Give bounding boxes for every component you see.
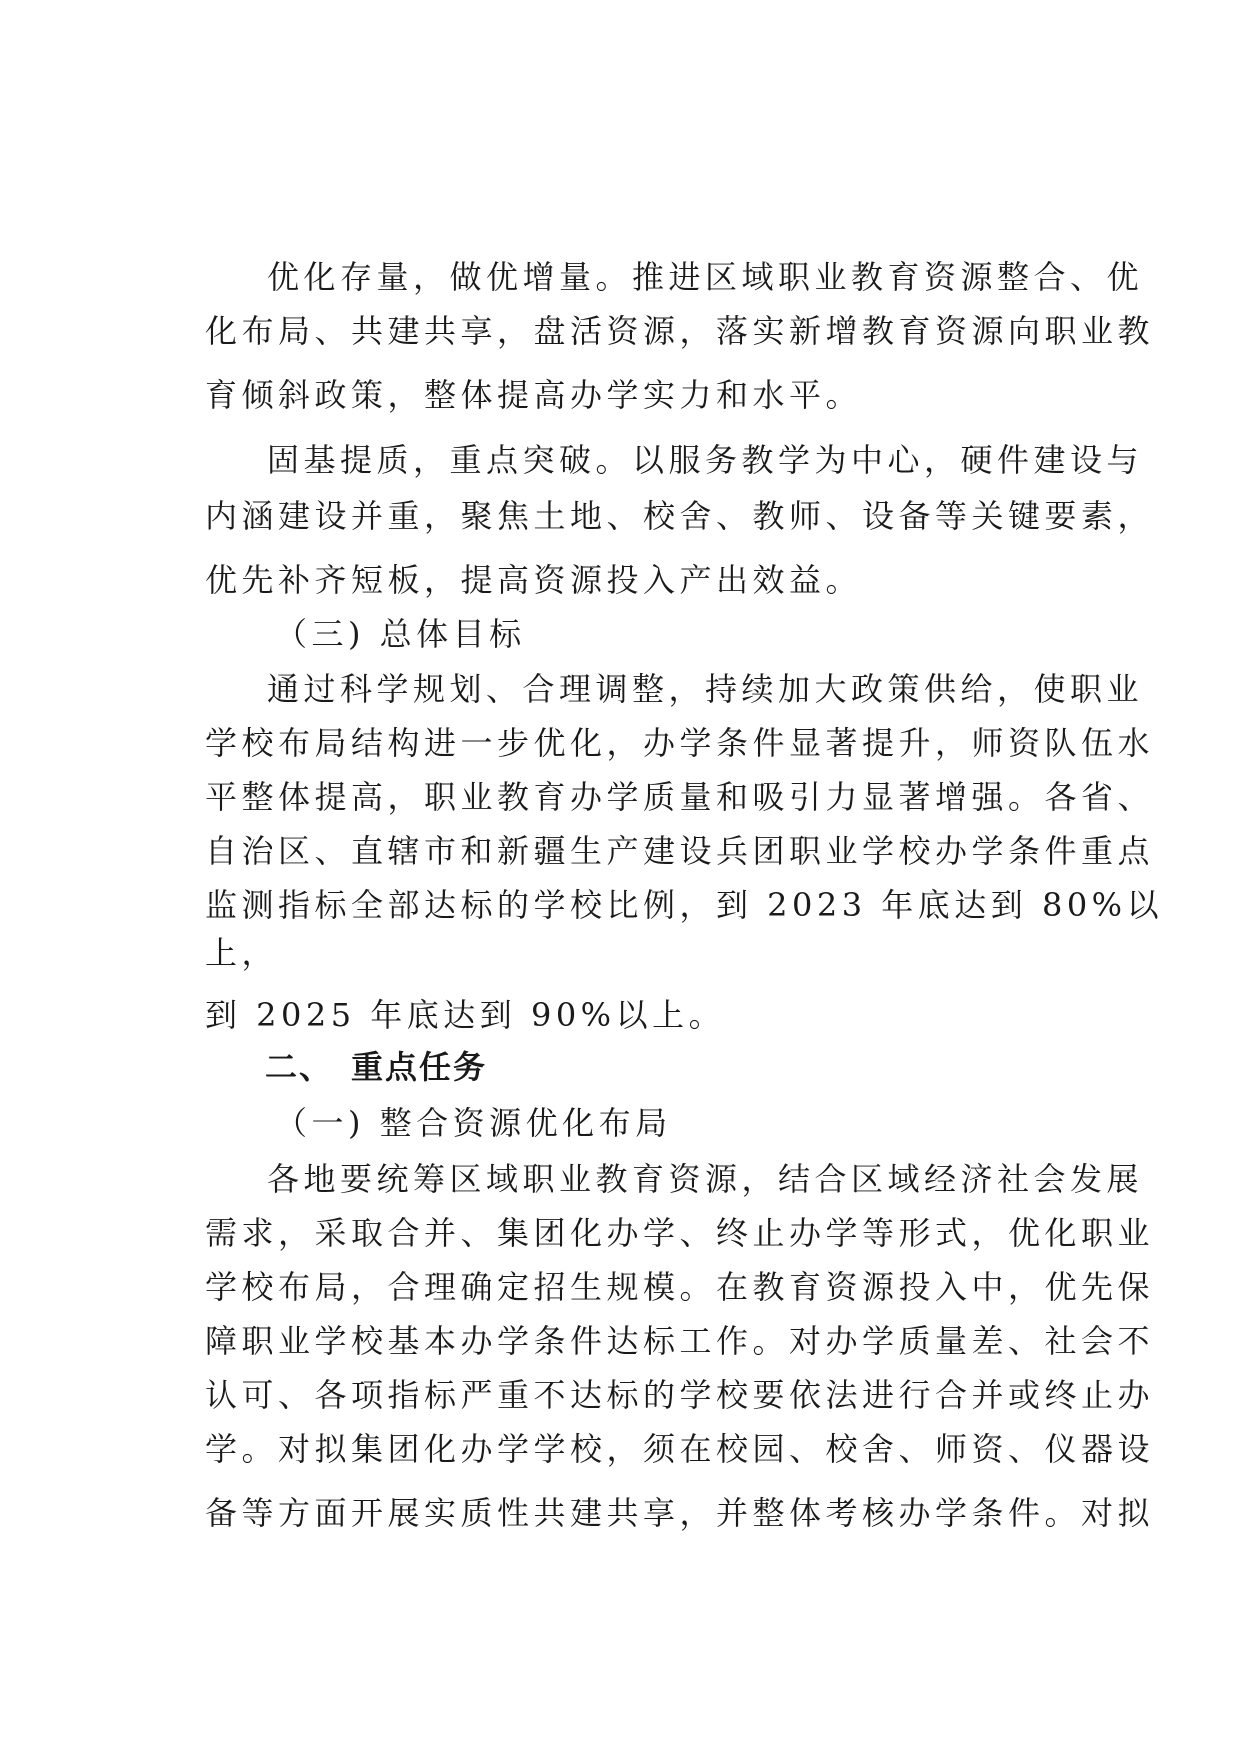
paragraph-line: 到 2025 年底达到 90%以上。: [205, 996, 726, 1034]
paragraph-line: 内涵建设并重，聚焦土地、校舍、教师、设备等关键要素，: [205, 497, 1155, 535]
paragraph-line: 固基提质，重点突破。以服务教学为中心，硬件建设与: [267, 441, 1144, 479]
paragraph-line: 备等方面开展实质性共建共享，并整体考核办学条件。对拟: [205, 1494, 1155, 1532]
paragraph-line: 优化存量，做优增量。推进区域职业教育资源整合、优: [267, 258, 1144, 296]
paragraph-line: 育倾斜政策，整体提高办学实力和水平。: [205, 376, 863, 414]
paragraph-line: 学校布局结构进一步优化，办学条件显著提升，师资队伍水: [205, 724, 1155, 762]
paragraph-line: 优先补齐短板，提高资源投入产出效益。: [205, 561, 863, 599]
paragraph-line: 需求，采取合并、集团化办学、终止办学等形式，优化职业: [205, 1214, 1155, 1252]
paragraph-line: 自治区、直辖市和新疆生产建设兵团职业学校办学条件重点: [205, 832, 1155, 870]
paragraph-line: 平整体提高，职业教育办学质量和吸引力显著增强。各省、: [205, 778, 1155, 816]
section-subheading: （一) 整合资源优化布局: [275, 1104, 672, 1142]
paragraph-line: 通过科学规划、合理调整，持续加大政策供给，使职业: [267, 670, 1144, 708]
paragraph-line: 障职业学校基本办学条件达标工作。对办学质量差、社会不: [205, 1322, 1155, 1360]
paragraph-line: 认可、各项指标严重不达标的学校要依法进行合并或终止办: [205, 1376, 1155, 1414]
paragraph-line: 各地要统筹区域职业教育资源，结合区域经济社会发展: [267, 1160, 1144, 1198]
section-subheading: （三) 总体目标: [275, 615, 526, 653]
paragraph-line: 化布局、共建共享，盘活资源，落实新增教育资源向职业教: [205, 312, 1155, 350]
paragraph-line: 上，: [205, 934, 279, 972]
section-heading: 二、 重点任务: [265, 1048, 488, 1086]
paragraph-line: 学。对拟集团化办学学校，须在校园、校舍、师资、仪器设: [205, 1430, 1155, 1468]
paragraph-line: 学校布局，合理确定招生规模。在教育资源投入中，优先保: [205, 1268, 1155, 1306]
paragraph-line: 监测指标全部达标的学校比例，到 2023 年底达到 80%以: [205, 886, 1164, 924]
